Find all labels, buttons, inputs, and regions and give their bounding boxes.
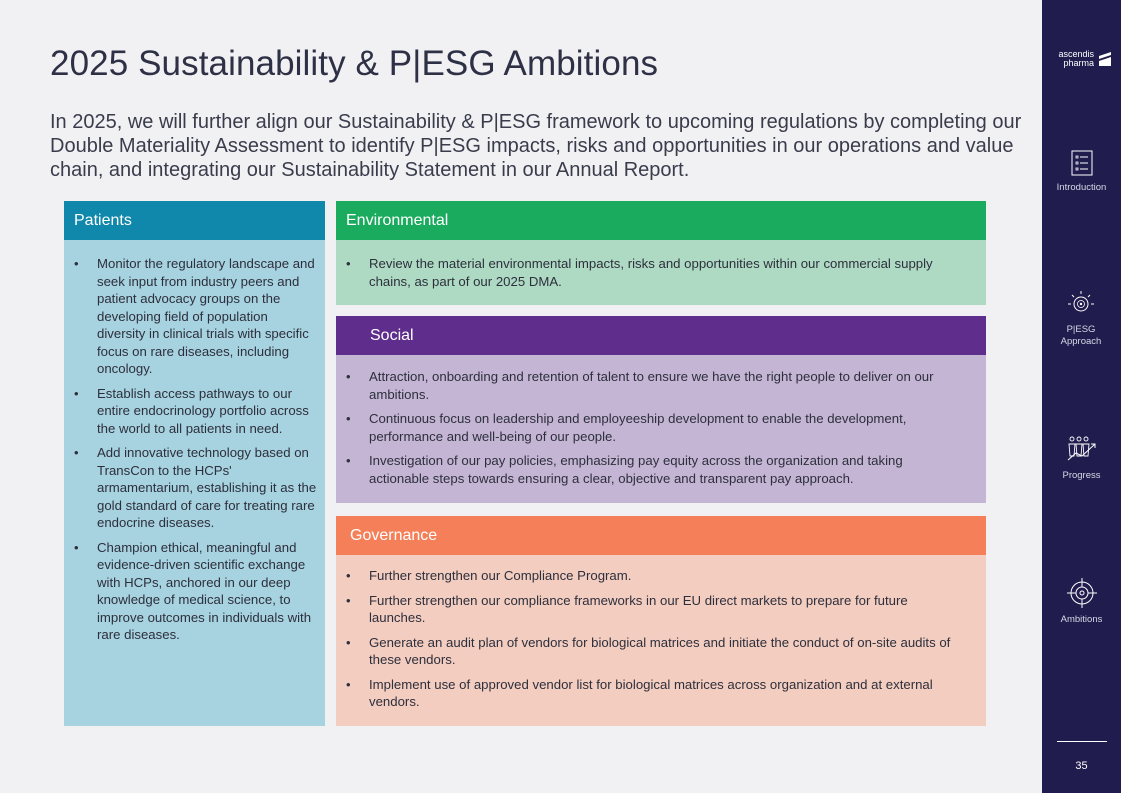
governance-card-title: Governance (336, 516, 986, 555)
list-item: • Add innovative technology based on TransCon to the HCPs' armamentarium, establishing it as the gold standard of care for treating rare endocrine diseases. (64, 444, 317, 532)
environmental-list (336, 255, 966, 290)
sidebar-item-label: Ambitions (1060, 614, 1103, 625)
page-divider (1057, 741, 1107, 742)
list-item: • Further strengthen our compliance frameworks in our EU direct markets to prepare for future launches. (336, 592, 966, 627)
list-item: • Generate an audit plan of vendors for biological matrices and initiate the conduct of on-site audits of these vendors. (336, 634, 966, 669)
list-item: • Establish access pathways to our entire endocrinology portfolio across the world to all patients in need. (64, 385, 317, 438)
sidebar-item-ambitions[interactable] (1042, 578, 1121, 626)
governance-card (336, 516, 986, 726)
list-item: • Implement use of approved vendor list for biological matrices across organization and at external vendors. (336, 676, 966, 711)
environmental-card (336, 201, 986, 305)
patients-card (64, 201, 325, 726)
logo-line-2: pharma (1063, 58, 1094, 68)
sidebar-item-introduction[interactable] (1042, 150, 1121, 194)
governance-list (336, 567, 966, 711)
company-logo (1054, 50, 1110, 70)
sidebar-item-progress[interactable] (1042, 436, 1121, 482)
sidebar-item-label: Progress (1062, 470, 1101, 481)
list-item: • Investigation of our pay policies, emphasizing pay equity across the organization and taking actionable steps towards ensuring a clear, objective and transparent pay approach. (336, 452, 966, 487)
patients-list (64, 255, 317, 644)
list-item: • Monitor the regulatory landscape and seek input from industry peers and patient advocacy groups on the developing field of population diversity in clinical trials with specific focus on rare diseases, including oncology. (64, 255, 317, 378)
list-item: • Further strengthen our Compliance Program. (336, 567, 966, 585)
target-icon (1067, 578, 1097, 608)
social-list (336, 368, 966, 487)
sidebar-nav (1042, 0, 1121, 793)
sidebar-item-pesg-approach[interactable] (1055, 290, 1107, 348)
people-chart-icon (1066, 436, 1098, 464)
page-number: 35 (1075, 760, 1088, 772)
list-item: • Champion ethical, meaningful and evidence-driven scientific exchange with HCPs, anchored in our deep knowledge of medical science, to improve outcomes in individuals with rare diseases. (64, 539, 317, 644)
sidebar-item-label: Introduction (1056, 182, 1107, 193)
sidebar-item-label: P|ESG Approach (1060, 324, 1102, 347)
list-item: • Attraction, onboarding and retention of talent to ensure we have the right people to deliver on our ambitions. (336, 368, 966, 403)
social-card (336, 316, 986, 503)
lightbulb-icon (1067, 290, 1095, 318)
list-item: • Continuous focus on leadership and employeeship development to enable the development, performance and well-being of our people. (336, 410, 966, 445)
list-icon (1071, 150, 1093, 176)
logo-mark-icon (1097, 50, 1113, 68)
list-item: • Review the material environmental impacts, risks and opportunities within our commercial supply chains, as part of our 2025 DMA. (336, 255, 966, 290)
environmental-card-title: Environmental (336, 201, 986, 240)
social-card-title: Social (336, 316, 986, 355)
logo-line-1: ascendis (1058, 49, 1094, 59)
intro-paragraph: In 2025, we will further align our Sustainability & P|ESG framework to upcoming regulations by completing our Double Materiality Assessment to identify P|ESG impacts, risks and opportunities in our operations and value chain, and integrating our Sustainability Statement in our Annual Report. (50, 111, 1022, 181)
patients-card-title: Patients (64, 201, 325, 240)
page-title: 2025 Sustainability & P|ESG Ambitions (50, 44, 659, 83)
